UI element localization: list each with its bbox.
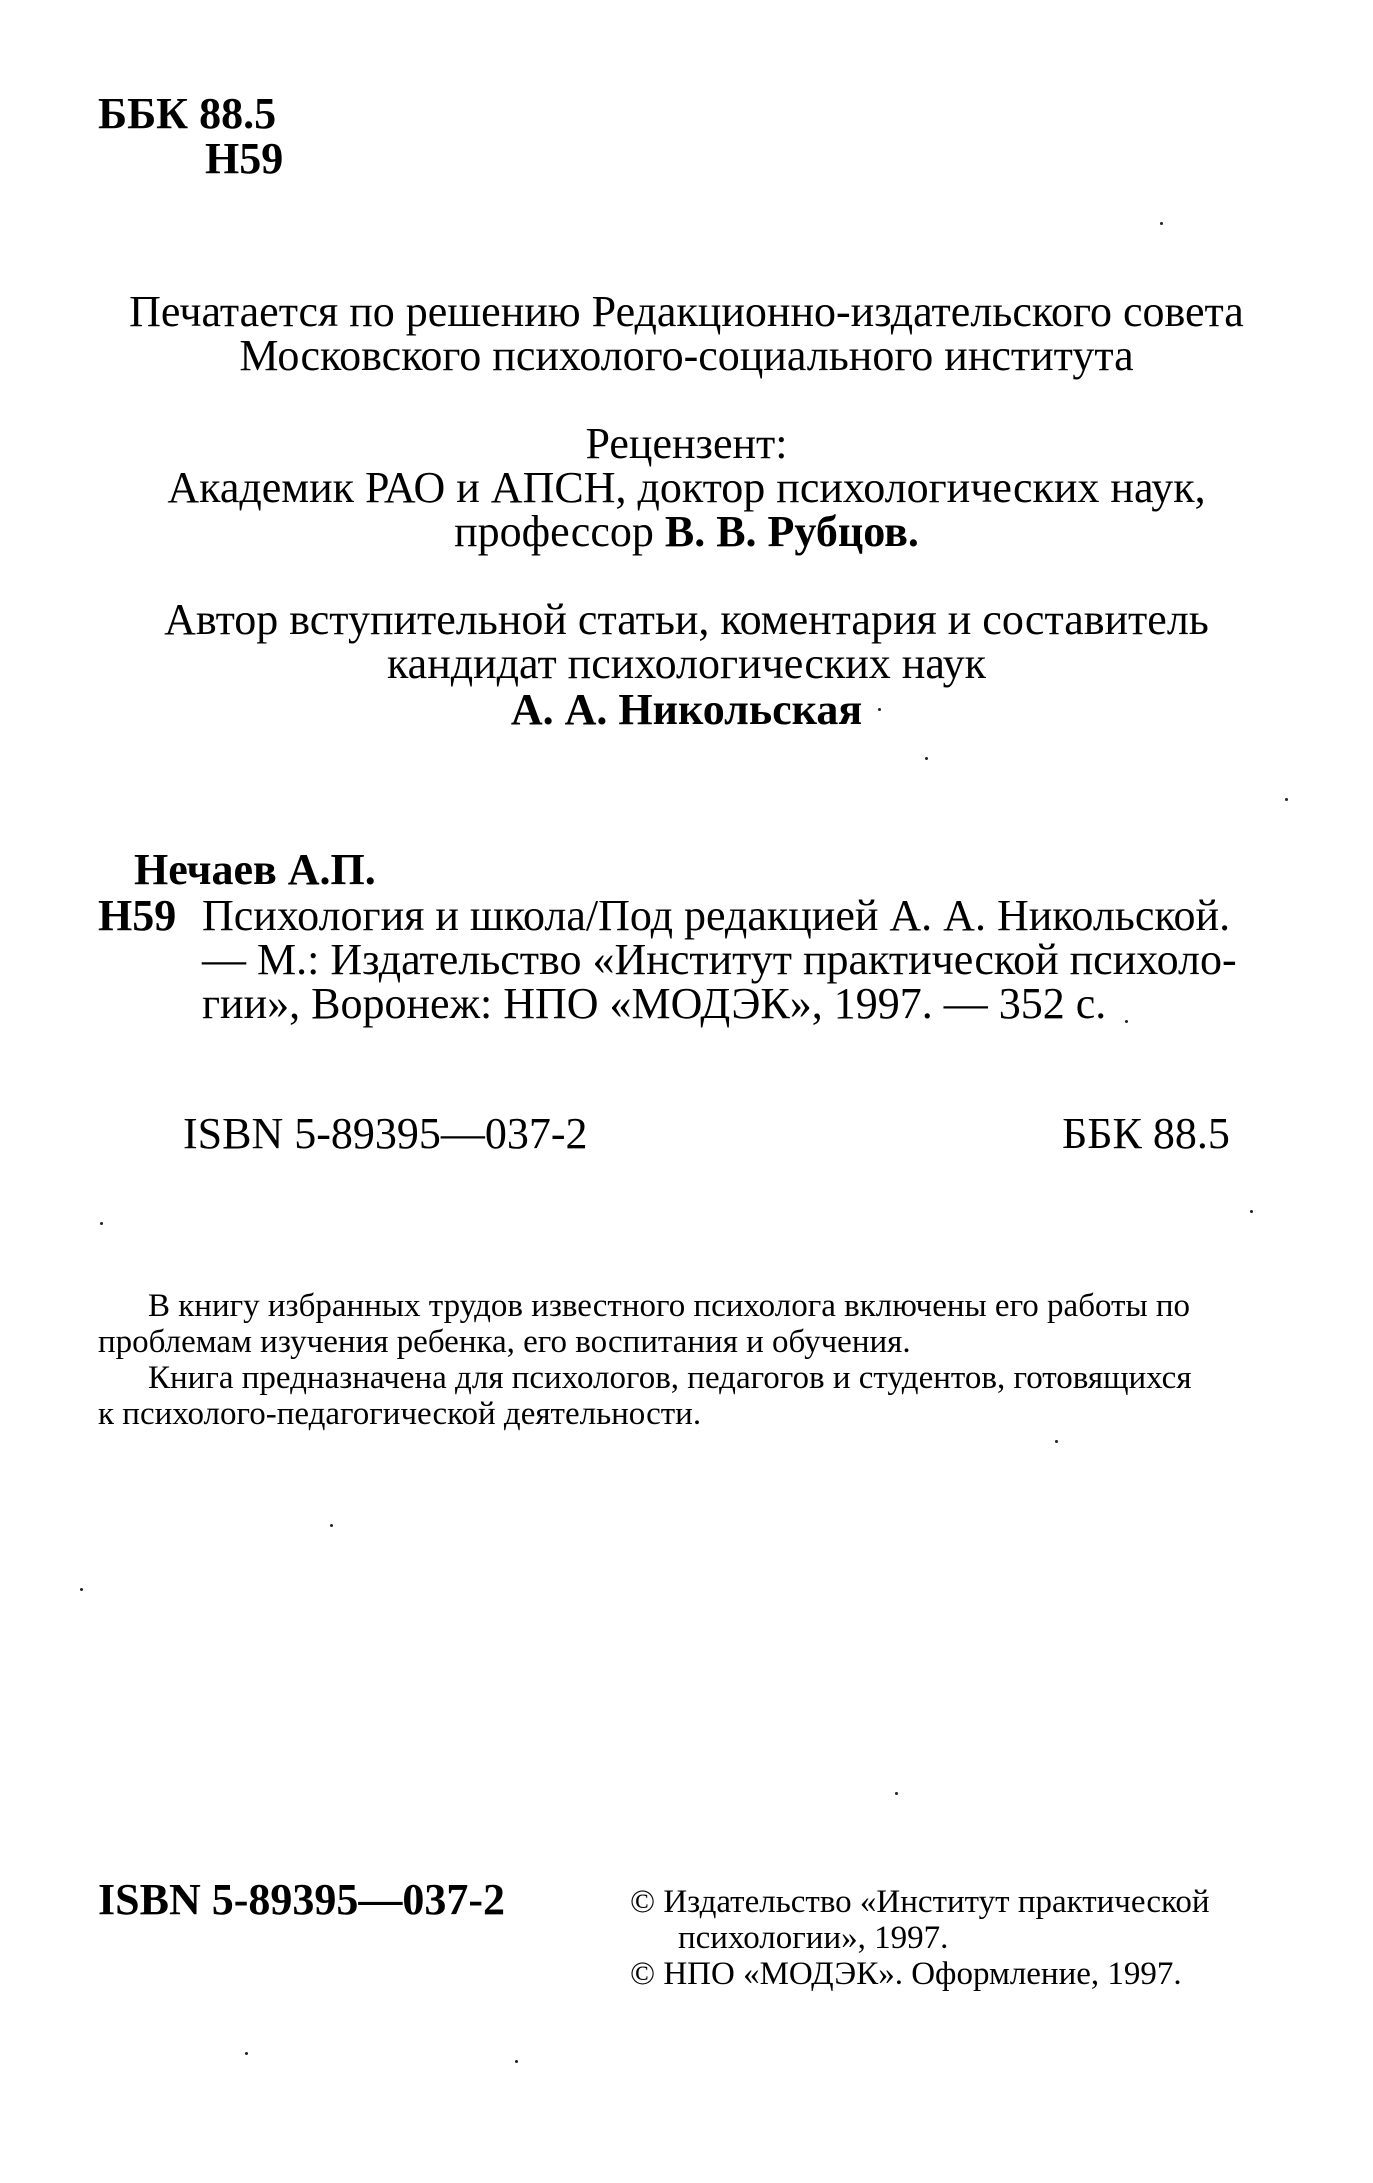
author-mark: Н59	[205, 134, 284, 183]
scan-speck	[878, 708, 881, 711]
footer-copyright1-line2: психологии», 1997.	[678, 1920, 949, 1956]
annotation-p2-line1: Книга предназначена для психологов, педагогов и студентов, готовящихся	[148, 1360, 1192, 1396]
scan-speck	[100, 1222, 103, 1225]
scan-speck	[895, 1792, 898, 1795]
scan-speck	[1160, 222, 1163, 225]
catalog-bbk: ББК 88.5	[1062, 1109, 1230, 1158]
catalog-line2: — М.: Издательство «Институт практической психоло-	[202, 935, 1237, 984]
scan-speck	[80, 1588, 83, 1591]
scan-speck	[1055, 1440, 1058, 1443]
scan-speck	[925, 757, 928, 760]
footer-copyright2: © НПО «МОДЭК». Оформление, 1997.	[630, 1956, 1182, 1992]
footer-copyright1-line1: © Издательство «Институт практической	[630, 1884, 1210, 1920]
compiler-name: А. А. Никольская	[510, 685, 863, 734]
reviewer-line1: Академик РАО и АПСН, доктор психологических наук,	[167, 463, 1206, 512]
reviewer-heading: Рецензент:	[585, 419, 788, 468]
scan-speck	[1285, 798, 1288, 801]
catalog-line1: Психология и школа/Под редакцией А. А. Никольской.	[202, 891, 1231, 940]
annotation-p1-line1: В книгу избранных трудов известного психолога включены его работы по	[148, 1288, 1191, 1324]
catalog-mark: Н59	[98, 891, 177, 940]
compiler-line1: Автор вступительной статьи, коментария и составитель	[164, 595, 1209, 644]
scan-speck	[245, 2052, 248, 2055]
reviewer-title: профессор	[454, 507, 654, 556]
scan-speck	[1250, 1210, 1253, 1213]
scan-speck	[515, 2060, 518, 2063]
reviewer-name: В. В. Рубцов.	[664, 507, 919, 556]
annotation-p1-line2: проблемам изучения ребенка, его воспитания и обучения.	[98, 1324, 911, 1360]
footer-isbn: ISBN 5-89395—037-2	[98, 1875, 506, 1924]
scan-speck	[330, 1524, 333, 1527]
publisher-note-line1: Печатается по решению Редакционно-издательского совета	[129, 287, 1244, 336]
catalog-isbn: ISBN 5-89395—037-2	[183, 1109, 588, 1158]
bbk-label: ББК 88.5	[98, 89, 277, 138]
catalog-author: Нечаев А.П.	[134, 845, 376, 894]
scan-speck	[1125, 1020, 1128, 1023]
catalog-line3: гии», Воронеж: НПО «МОДЭК», 1997. — 352 с.	[202, 979, 1107, 1028]
annotation-p2-line2: к психолого-педагогической деятельности.	[98, 1396, 702, 1432]
compiler-line2: кандидат психологических наук	[386, 639, 987, 688]
publisher-note-line2: Московского психолого-социального института	[239, 331, 1134, 380]
reviewer-line2	[0, 507, 1373, 556]
